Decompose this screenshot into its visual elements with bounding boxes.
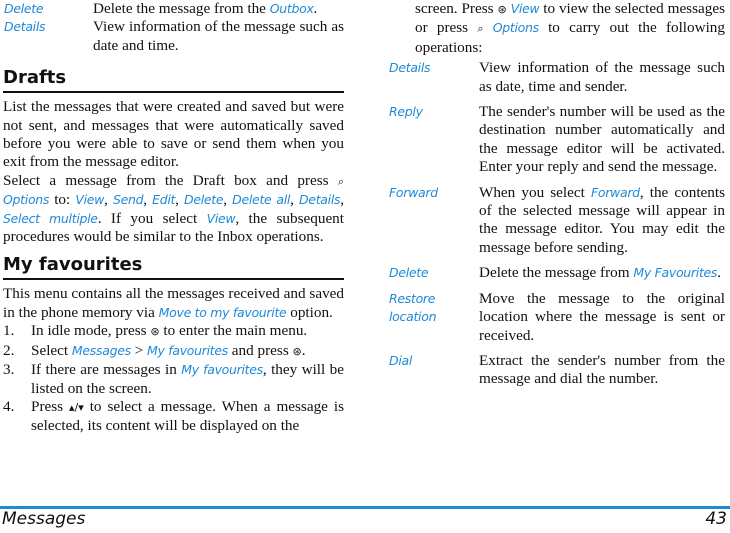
page-number: 43 xyxy=(705,509,727,529)
desc-details: View information of the message such as date, time and sender. xyxy=(479,59,725,95)
def-row-dial xyxy=(389,352,725,389)
term-location: location xyxy=(389,309,437,325)
def-row-delete xyxy=(389,264,725,282)
outbox-options-list xyxy=(3,0,344,55)
term-dial: Dial xyxy=(389,352,413,368)
desc-restore-location: Move the message to the original location where the message is sent or received. xyxy=(479,289,725,344)
def-row-restore-location xyxy=(389,290,725,345)
term-details: Details xyxy=(389,60,431,76)
def-row-reply xyxy=(389,103,725,177)
footer-section-title: Messages xyxy=(2,509,86,529)
step-4: 4. Press ▴/▾ to select a message. When a message is selected, its content will be displayed on the xyxy=(3,397,344,435)
favourites-continuation: screen. Press ⊛ View to view the selected messages or press ⌕ Options to carry out the following operations: xyxy=(415,0,725,56)
section-heading-my-favourites: My favourites xyxy=(3,254,344,280)
right-column xyxy=(389,0,725,389)
term-delete: Delete xyxy=(389,265,429,281)
favourites-options-list xyxy=(389,59,725,389)
options-key-icon: ⌕ xyxy=(477,22,484,36)
footer-rule xyxy=(0,506,730,509)
favourites-paragraph: This menu contains all the messages received and saved in the phone memory via Move to my favourite option. xyxy=(3,285,344,321)
def-row-details xyxy=(389,59,725,96)
step-1: 1. In idle mode, press ⊛ to enter the main menu. xyxy=(3,322,308,340)
def-row-delete xyxy=(3,0,344,18)
desc-delete: Delete the message from the Outbox. xyxy=(93,0,318,17)
ok-key-icon: ⊛ xyxy=(150,325,160,339)
def-row-forward xyxy=(389,184,725,258)
left-column xyxy=(3,0,344,436)
desc-delete: Delete the message from My Favourites. xyxy=(479,264,721,282)
term-delete: Delete xyxy=(4,1,44,16)
step-3: 3. If there are messages in My favourites, they will be listed on the screen. xyxy=(3,361,344,397)
step-2: 2. Select Messages > My favourites and press ⊛. xyxy=(3,341,306,359)
desc-reply: The sender's number will be used as the destination number automatically and the message editor will be activated. Enter your reply and send the message. xyxy=(479,103,725,176)
favourites-steps xyxy=(3,322,344,435)
section-heading-drafts: Drafts xyxy=(3,67,344,93)
def-row-details xyxy=(3,18,344,55)
term-details: Details xyxy=(4,19,46,35)
drafts-paragraph-2: Select a message from the Draft box and press ⌕ Options to: View, Send, Edit, Delete, Delete all, Details, Select multiple. If you select View, the subsequent procedures would be similar to the Inbox operations. xyxy=(3,171,345,246)
up-down-nav-icon: ▴/▾ xyxy=(69,400,84,414)
desc-details: View information of the message such as date and time. xyxy=(93,18,344,54)
ok-key-icon: ⊛ xyxy=(292,344,302,358)
options-key-icon: ⌕ xyxy=(337,174,344,188)
term-forward: Forward xyxy=(389,184,438,200)
desc-forward: When you select Forward, the contents of the selected message will appear in the message editor. You may edit the message before sending. xyxy=(479,183,726,256)
term-restore: Restore xyxy=(389,290,436,306)
ok-key-icon: ⊛ xyxy=(497,3,507,16)
desc-dial: Extract the sender's number from the message and dial the number. xyxy=(479,351,725,388)
term-reply: Reply xyxy=(389,104,423,120)
drafts-paragraph-1: List the messages that were created and saved but were not sent, and messages that were automatically saved before you were able to save or send them when you exit from the message editor. xyxy=(3,98,344,171)
